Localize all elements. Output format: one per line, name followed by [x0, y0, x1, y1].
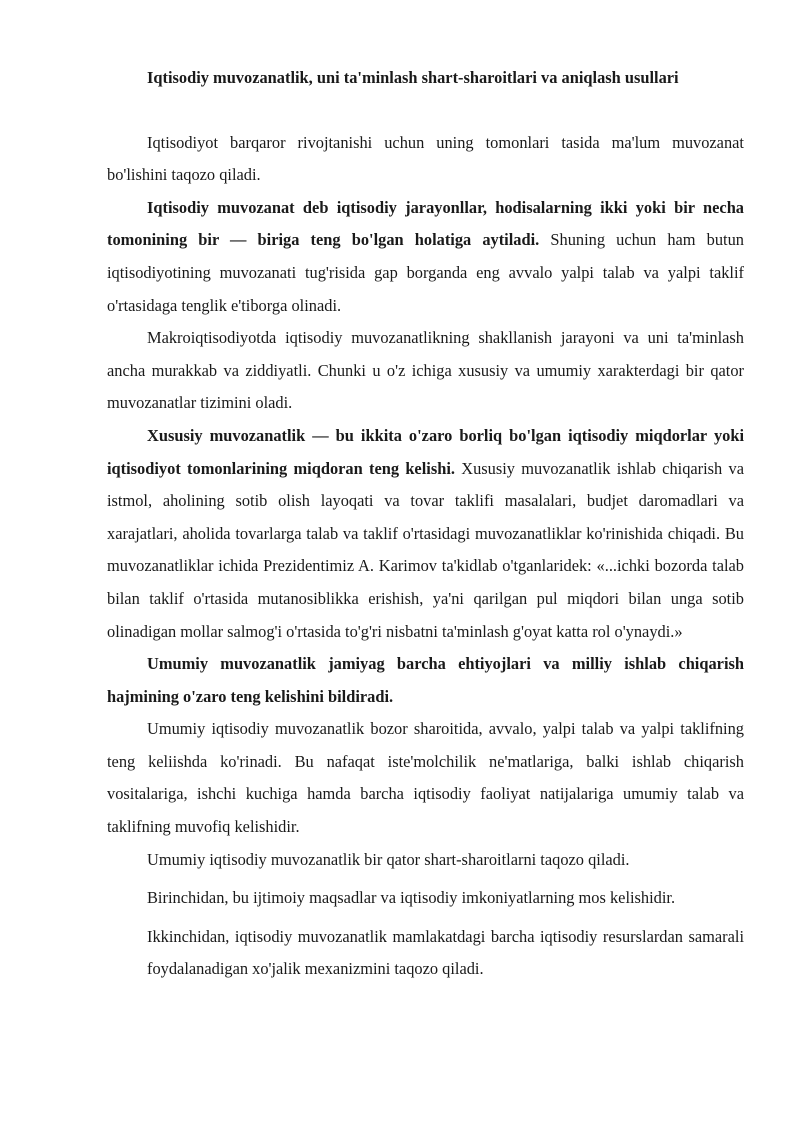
paragraph-7: Umumiy iqtisodiy muvozanatlik bir qator shart-sharoitlarni taqozo qiladi.: [147, 849, 630, 869]
definition-private-equilibrium: Xususiy muvozanatlik — bu ikkita o'zaro borliq bo'lgan iqtisodiy miqdorlar yoki iqtisodiyot tomonlarining miqdoran teng kelishi.: [107, 425, 744, 478]
paragraph-5: [107, 648, 744, 713]
paragraph-6: Umumiy iqtisodiy muvozanatlik bozor sharoitida, avvalo, yalpi talab va yalpi taklifning teng keliishda ko'rinadi. Bu nafaqat iste'molchilik ne'matlariga, balki ishlab chiqarish vositalariga, ishchi kuchiga hamda barcha iqtisodiy faoliyat natijalariga umumiy talab va taklifning muvofiq kelishidir.: [107, 719, 744, 837]
paragraph-2-text: Shuning uchun ham butun iqtisodiyotining muvozanati tug'risida gap borganda eng avvalo yalpi talab va yalpi taklif o'rtasidaga tenglik e'tiborga olinadi.: [107, 230, 744, 315]
document-page: [107, 62, 744, 986]
paragraph-1: Iqtisodiyot barqaror rivojtanishi uchun uning tomonlari tasida ma'lum muvozanat bo'lishini taqozo qiladi.: [107, 132, 744, 185]
paragraph-8: Birinchidan, bu ijtimoiy maqsadlar va iqtisodiy imkoniyatlarning mos kelishidir.: [147, 888, 676, 908]
definition-economic-equilibrium: Iqtisodiy muvozanat deb iqtisodiy jarayonllar, hodisalarning ikki yoki bir necha tomonining bir — biriga teng bo'lgan holatiga aytiladi.: [107, 197, 744, 250]
paragraph-9: Ikkinchidan, iqtisodiy muvozanatlik mamlakatdagi barcha iqtisodiy resurslardan samarali foydalanadigan xo'jalik mexanizmini taqozo qiladi.: [147, 926, 744, 979]
paragraph-4: [107, 420, 744, 648]
paragraph-3: Makroiqtisodiyotda iqtisodiy muvozanatlikning shakllanish jarayoni va uni ta'minlash ancha murakkab va ziddiyatli. Chunki u o'z ichiga xususiy va umumiy xarakterdagi bir qator muvozanatlar tizimini oladi.: [107, 328, 744, 413]
definition-general-equilibrium: Umumiy muvozanatlik jamiyag barcha ehtiyojlari va milliy ishlab chiqarish hajmining o'zaro teng kelishini bildiradi.: [107, 654, 744, 706]
document-title: Iqtisodiy muvozanatlik, uni ta'minlash shart-sharoitlari va aniqlash usullari: [147, 68, 679, 87]
paragraph-4-text: Xususiy muvozanatlik ishlab chiqarish va istmol, aholining sotib olish layoqati va tovar taklifi masalalari, budjet daromadlari va xarajatlari, aholida tovarlarga talab va taklif o'rtasidagi muvozanatliklar ko'rinishida chiqadi. Bu muvozanatliklar ichida Prezidentimiz A. Karimov ta'kidlab o'tganlaridek: «...ichki bozorda talab bilan taklif o'rtasida mutanosiblikka erishish, ya'ni qarilgan pul miqdori bilan unga sotib olinadigan mollar salmog'i o'rtasida to'g'ri nisbatni ta'minlash g'oyat katta rol o'ynaydi.»: [107, 458, 744, 641]
paragraph-2: [107, 192, 744, 322]
